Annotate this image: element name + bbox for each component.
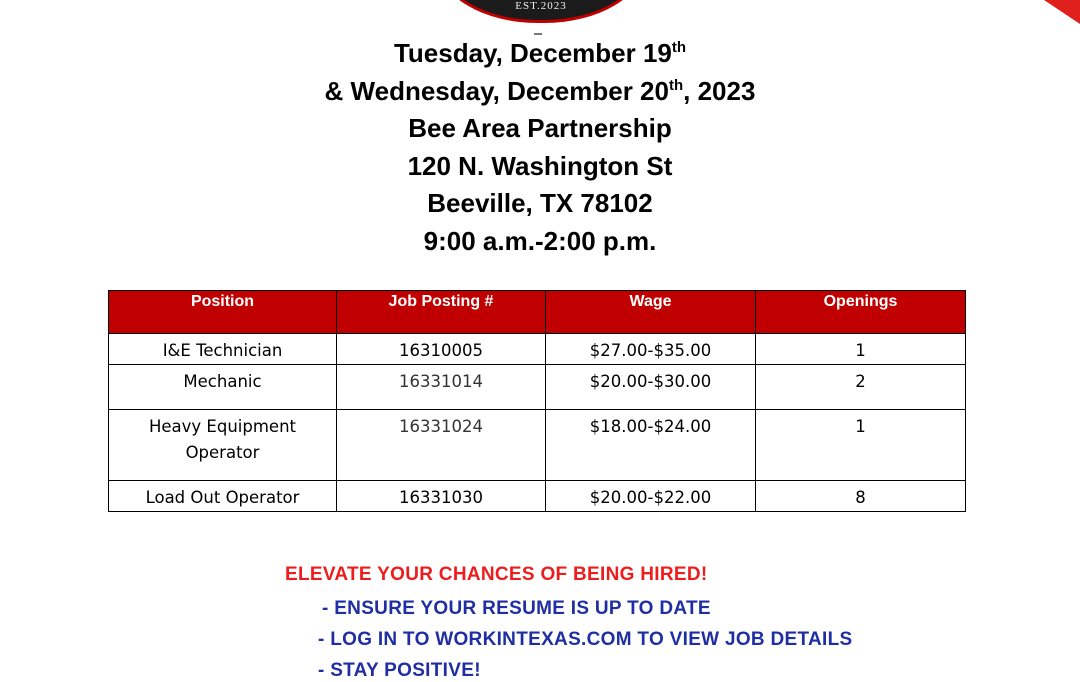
cell-wage: $20.00-$30.00 (546, 365, 756, 410)
column-header-position: Position (109, 291, 337, 334)
event-hours: 9:00 a.m.-2:00 p.m. (423, 225, 657, 256)
event-date-line-1: Tuesday, December 19th (393, 38, 687, 68)
event-date-line-2: & Wednesday, December 20th, 2023 (324, 75, 756, 106)
cell-job-posting: 16331024 (337, 410, 546, 481)
cell-job-posting: 16331030 (337, 481, 546, 512)
cell-position: I&E Technician (109, 334, 337, 365)
cell-openings: 1 (756, 410, 966, 481)
column-header-job-posting: Job Posting # (337, 291, 546, 334)
cell-position: Heavy Equipment Operator (109, 410, 337, 481)
cell-openings: 1 (756, 334, 966, 365)
tips-headline: ELEVATE YOUR CHANCES OF BEING HIRED! (285, 564, 708, 585)
company-logo (438, 0, 644, 23)
cell-job-posting: 16331014 (337, 365, 546, 410)
event-street: 120 N. Washington St (407, 150, 673, 181)
cell-job-posting: 16310005 (337, 334, 546, 365)
event-venue: Bee Area Partnership (408, 113, 672, 143)
table-row (109, 481, 966, 512)
column-header-openings: Openings (756, 291, 966, 334)
cell-position: Load Out Operator (109, 481, 337, 512)
column-header-wage: Wage (546, 291, 756, 334)
table-row (109, 365, 966, 410)
cell-wage: $18.00-$24.00 (546, 410, 756, 481)
cell-position: Mechanic (109, 365, 337, 410)
table-row (109, 334, 966, 365)
event-details (0, 35, 1080, 260)
table-row (109, 410, 966, 481)
tip-item: - ENSURE YOUR RESUME IS UP TO DATE (322, 598, 711, 619)
cell-openings: 2 (756, 365, 966, 410)
job-openings-table (108, 290, 966, 512)
tip-item: - LOG IN TO WORKINTEXAS.COM TO VIEW JOB DETAILS (318, 629, 853, 650)
corner-decoration (1044, 0, 1080, 24)
table-header-row (109, 291, 966, 334)
logo-est-text: EST.2023 (515, 0, 567, 12)
event-city: Beeville, TX 78102 (427, 188, 653, 218)
cell-wage: $20.00-$22.00 (546, 481, 756, 512)
cell-openings: 8 (756, 481, 966, 512)
tip-item: - STAY POSITIVE! (318, 660, 481, 681)
cell-wage: $27.00-$35.00 (546, 334, 756, 365)
